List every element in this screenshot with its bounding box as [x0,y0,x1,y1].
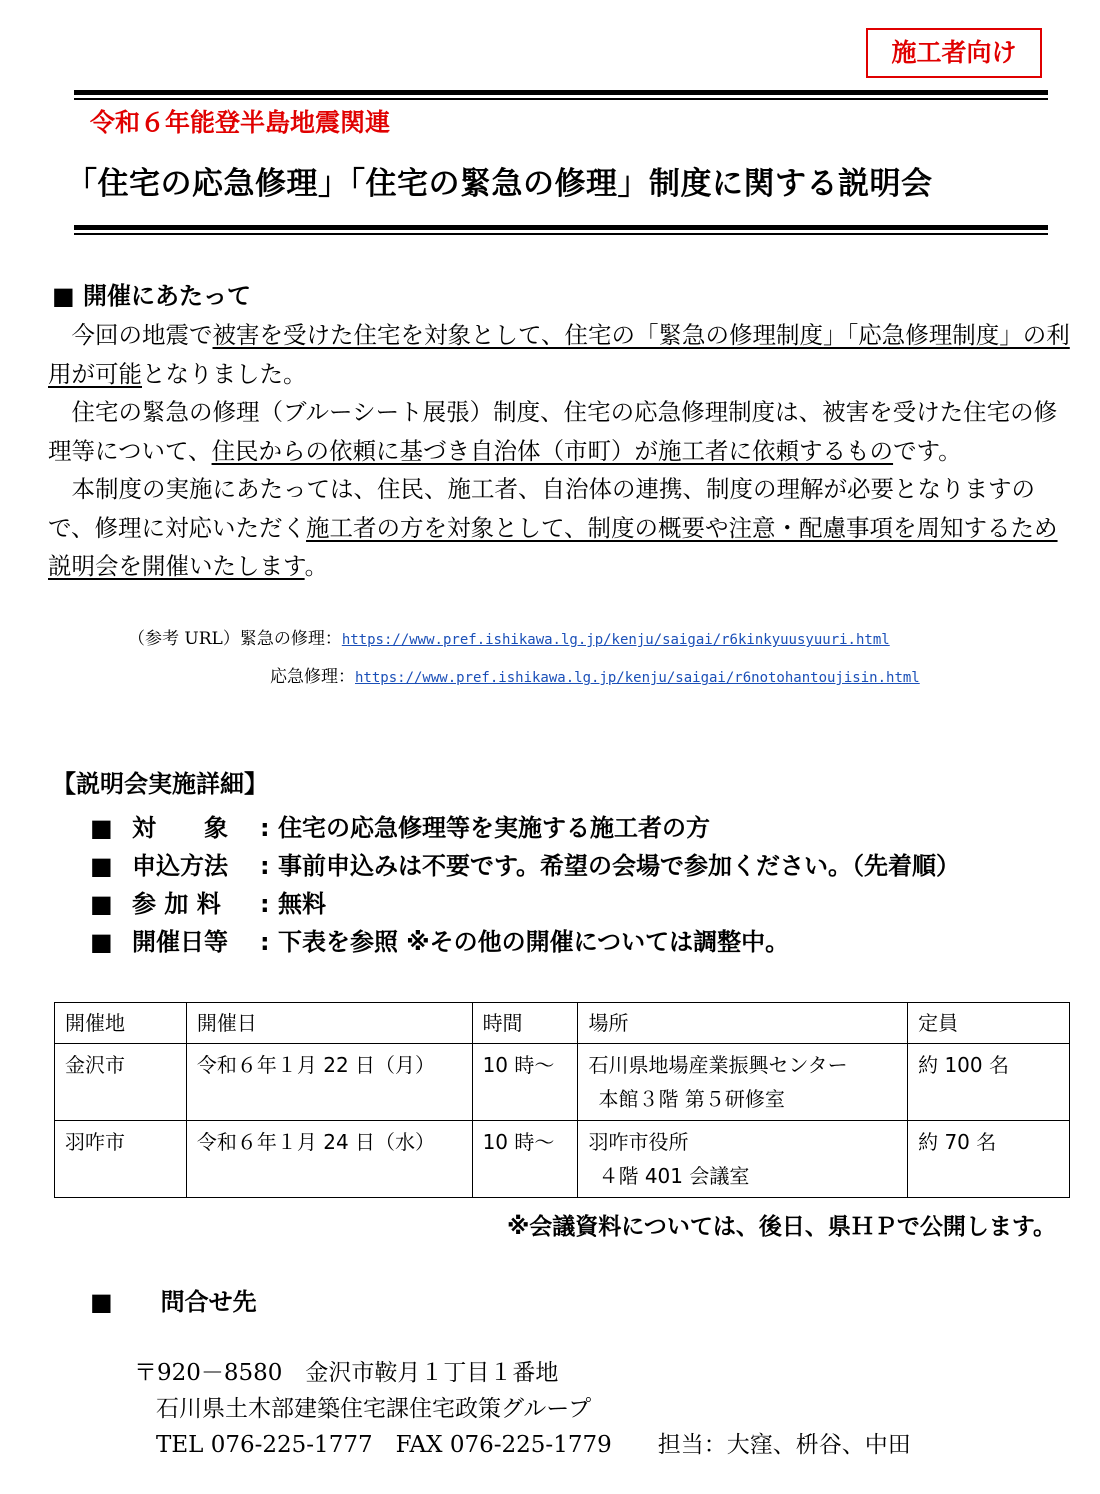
underlined-text: 施工者の方を対象として、制度の概要や注意・配慮事項を周知するため説明会を開催いたします [48,513,1058,580]
intro-body [48,316,1080,586]
detail-row-application: ■ 申込方法 : 事前申込みは不要です。希望の会場で参加ください。（先着順） [90,852,961,880]
urgent-repair-link[interactable]: https://www.pref.ishikawa.lg.jp/kenju/saigai/r6notohantoujisin.html [355,670,920,686]
table-cell-capacity: 約 100 名 [908,1044,1070,1121]
reference-url-2: 応急修理：https://www.pref.ishikawa.lg.jp/kenju/saigai/r6notohantoujisin.html [270,667,920,687]
table-header-row [55,1003,1070,1044]
contact-phone: TEL 076-225-1777 FAX 076-225-1779 担当：大窪、枡谷、中田 [156,1432,911,1458]
column-header: 時間 [472,1003,578,1044]
contact-address: 〒920－8580 金沢市鞍月１丁目１番地 [134,1360,559,1386]
page-title: 「住宅の応急修理」「住宅の緊急の修理」制度に関する説明会 [66,166,933,202]
table-cell-date: 令和６年１月 22 日（月） [186,1044,472,1121]
audience-badge: 施工者向け [866,28,1042,78]
schedule-table [54,1002,1070,1198]
column-header: 開催日 [186,1003,472,1044]
table-cell-city: 羽咋市 [55,1121,187,1198]
contact-department: 石川県土木部建築住宅課住宅政策グループ [156,1396,592,1422]
table-cell-capacity: 約 70 名 [908,1121,1070,1198]
eyebrow-label: 令和６年能登半島地震関連 [90,108,391,137]
table-row [55,1044,1070,1121]
contact-heading: ■ 問合せ先 [90,1288,257,1316]
detail-row-target: ■ 対 象 : 住宅の応急修理等を実施する施工者の方 [90,814,710,842]
table-cell-time: 10 時～ [472,1121,578,1198]
header-top-rule [74,90,1048,100]
table-cell-place: 羽咋市役所 ４階 401 会議室 [578,1121,908,1198]
table-cell-city: 金沢市 [55,1044,187,1121]
details-heading: 【説明会実施詳細】 [52,770,268,798]
table-cell-date: 令和６年１月 24 日（水） [186,1121,472,1198]
column-header: 場所 [578,1003,908,1044]
reference-url-1: （参考 URL）緊急の修理：https://www.pref.ishikawa.lg.jp/kenju/saigai/r6kinkyuusyuuri.html [128,629,890,649]
detail-row-dates: ■ 開催日等 : 下表を参照 ※その他の開催については調整中。 [90,928,790,956]
contact-block [134,1355,911,1463]
table-row [55,1121,1070,1198]
header-bottom-rule [74,225,1048,235]
detail-row-fee: ■ 参 加 料 : 無料 [90,890,326,918]
column-header: 開催地 [55,1003,187,1044]
intro-paragraph-1: 今回の地震で被害を受けた住宅を対象として、住宅の「緊急の修理制度」「応急修理制度」の利用が可能となりました。 [48,321,1070,388]
underlined-text: 被害を受けた住宅を対象として、住宅の「緊急の修理制度」「応急修理制度」の利用が可能 [48,321,1070,388]
intro-paragraph-3: 本制度の実施にあたっては、住民、施工者、自治体の連携、制度の理解が必要となりますので、修理に対応いただく施工者の方を対象として、制度の概要や注意・配慮事項を周知するため説明会を開催いたします。 [48,475,1058,580]
underlined-text: 住民からの依頼に基づき自治体（市町）が施工者に依頼するもの [211,436,894,465]
emergency-repair-link[interactable]: https://www.pref.ishikawa.lg.jp/kenju/saigai/r6kinkyuusyuuri.html [341,632,890,648]
table-cell-place: 石川県地場産業振興センター 本館３階 第５研修室 [578,1044,908,1121]
column-header: 定員 [908,1003,1070,1044]
table-cell-time: 10 時～ [472,1044,578,1121]
intro-heading: ■ 開催にあたって [52,282,252,310]
intro-paragraph-2: 住宅の緊急の修理（ブルーシート展張）制度、住宅の応急修理制度は、被害を受けた住宅の修理等について、住民からの依頼に基づき自治体（市町）が施工者に依頼するものです。 [48,398,1058,465]
materials-note: ※会議資料については、後日、県ＨＰで公開します。 [506,1214,1056,1240]
